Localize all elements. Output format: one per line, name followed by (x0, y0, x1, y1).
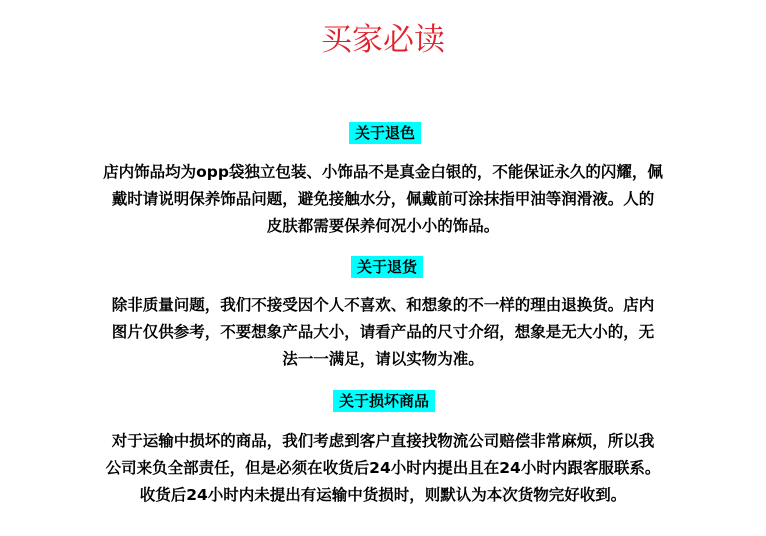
section-heading-returns: 关于退货 (351, 256, 423, 278)
section-text-line: 法一一满足，请以实物为准。 (282, 350, 484, 368)
section-text-line: 戴时请说明保养饰品问题，避免接触水分，佩戴前可涂抹指甲油等润滑液。人的 (111, 190, 655, 208)
section-text-line: 皮肤都需要保养何况小小的饰品。 (266, 217, 500, 235)
page-title: 买家必读 (321, 22, 445, 58)
section-text-line: 除非质量问题，我们不接受因个人不喜欢、和想象的不一样的理由退换货。店内 (111, 296, 655, 314)
section-heading-fading: 关于退色 (349, 122, 421, 144)
section-text-line: 公司来负全部责任，但是必须在收货后24小时内提出且在24小时内跟客服联系。 (105, 459, 661, 477)
section-text-line: 图片仅供参考，不要想象产品大小，请看产品的尺寸介绍，想象是无大小的，无 (111, 323, 655, 341)
section-heading-damaged-goods: 关于损坏商品 (333, 390, 435, 412)
section-text-line: 店内饰品均为opp袋独立包装、小饰品不是真金白银的，不能保证永久的闪耀，佩 (103, 163, 663, 181)
section-text-line: 对于运输中损坏的商品，我们考虑到客户直接找物流公司赔偿非常麻烦，所以我 (111, 432, 655, 450)
section-text-line: 收货后24小时内未提出有运输中货损时，则默认为本次货物完好收到。 (139, 486, 627, 504)
